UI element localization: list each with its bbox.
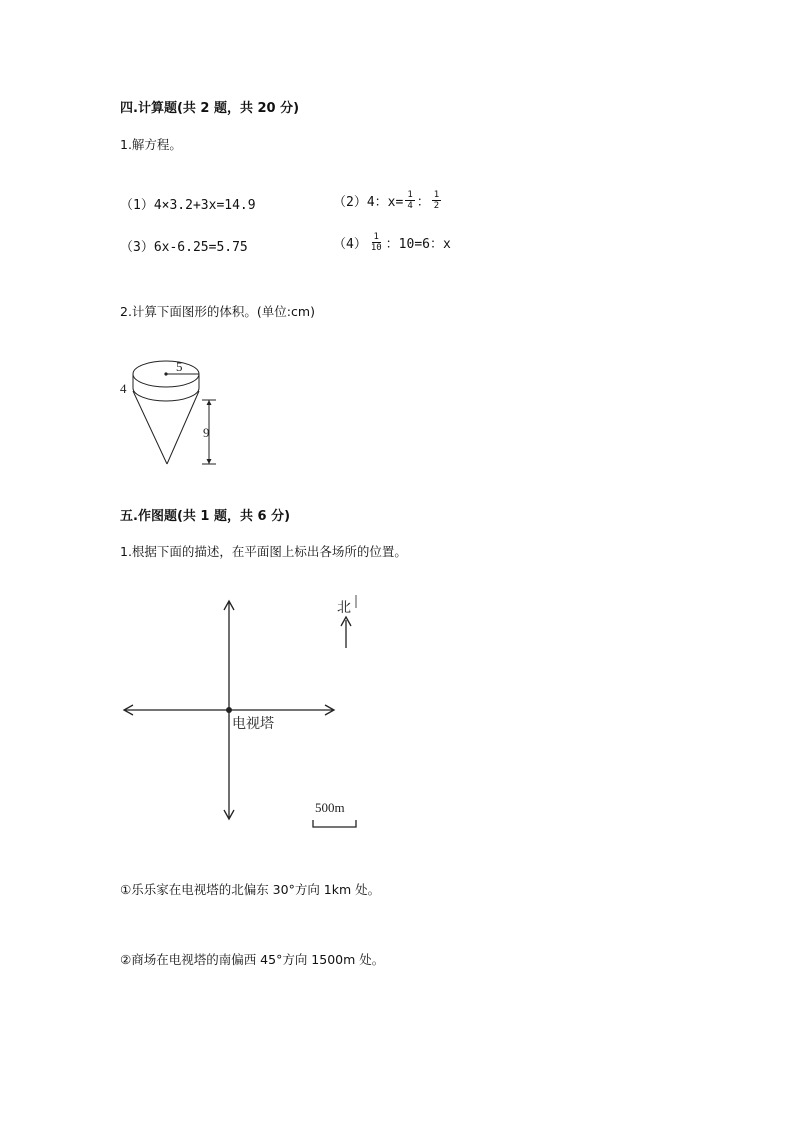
cone-right-edge xyxy=(167,391,199,464)
cylinder-height-label: 4 xyxy=(120,381,127,396)
tv-tower-dot xyxy=(226,707,232,713)
equation-3: （3）6x-6.25=5.75 xyxy=(120,240,248,255)
equation-1: （1）4×3.2+3x=14.9 xyxy=(120,198,256,213)
s5-q1-title: 1.根据下面的描述，在平面图上标出各场所的位置。 xyxy=(120,544,407,559)
fraction-numerator: 1 xyxy=(433,190,440,200)
equation-4-suffix: ：10=6：x xyxy=(385,237,451,252)
cone-left-edge xyxy=(133,391,167,464)
fraction-one-tenth xyxy=(369,232,384,253)
q1-title: 1.解方程。 xyxy=(120,137,182,152)
fraction-numerator: 1 xyxy=(407,190,413,200)
fraction-denominator: 10 xyxy=(370,243,382,253)
cylinder-bottom-arc xyxy=(133,388,199,401)
scale-label: 500m xyxy=(315,800,345,815)
scale-bar xyxy=(313,820,356,827)
fraction-one-quarter xyxy=(405,190,414,211)
cone-height-label: 9 xyxy=(203,425,210,440)
equation-4-prefix: （4） xyxy=(333,237,367,252)
cylinder-cone-figure xyxy=(115,345,225,470)
section5-heading: 五.作图题(共 1 题，共 6 分) xyxy=(120,509,291,524)
item-2: ②商场在电视塔的南偏西 45°方向 1500m 处。 xyxy=(120,952,385,967)
item-1: ①乐乐家在电视塔的北偏东 30°方向 1km 处。 xyxy=(120,882,381,897)
center-dot xyxy=(164,372,167,375)
fraction-one-half xyxy=(432,190,441,211)
direction-map xyxy=(115,590,375,835)
q2-title: 2.计算下面图形的体积。(单位:cm) xyxy=(120,304,315,319)
equation-2-prefix: （2）4：x= xyxy=(333,195,404,210)
fraction-numerator: 1 xyxy=(373,232,379,242)
north-label: 北 xyxy=(337,601,351,616)
equation-4 xyxy=(333,232,451,253)
ratio-colon: ： xyxy=(416,195,430,210)
fraction-denominator: 4 xyxy=(407,201,413,211)
fraction-denominator: 2 xyxy=(433,201,440,211)
equation-2 xyxy=(333,190,443,211)
section4-heading: 四.计算题(共 2 题，共 20 分) xyxy=(120,101,300,116)
radius-label: 5 xyxy=(176,359,183,374)
tv-tower-label: 电视塔 xyxy=(232,717,274,732)
